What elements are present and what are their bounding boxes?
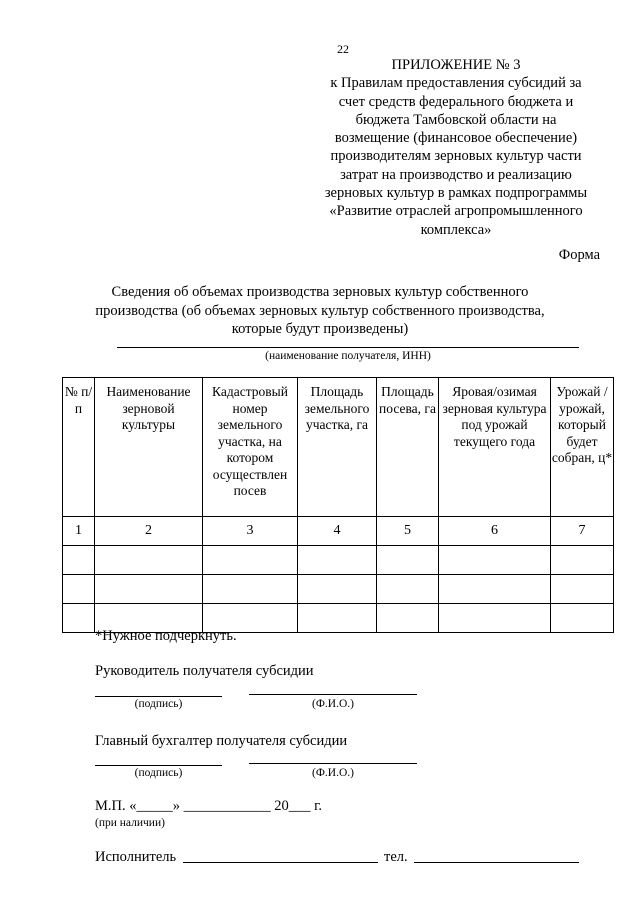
column-number: 3 [203,517,298,546]
table-cell[interactable] [377,546,439,575]
table-row [63,575,614,604]
head-sign-caption: (подпись) [134,698,183,710]
table-cell[interactable] [95,546,203,575]
appendix-line: возмещение (финансовое обеспечение) [334,130,578,147]
head-name-caption: (Ф.И.О.) [312,698,354,710]
table-cell[interactable] [439,575,551,604]
title-line: Сведения об объемах производства зерновых культур собственного [111,284,529,300]
appendix-title: ПРИЛОЖЕНИЕ № 3 [391,57,521,73]
table-header-row [63,378,614,517]
table-cell[interactable] [95,575,203,604]
header-sown-area: Площадь посева, га [377,378,439,517]
title-line: которые будут произведены) [231,321,409,337]
appendix-line: счет средств федерального бюджета и [338,93,574,110]
appendix-line: затрат на производство и реализацию [340,166,572,183]
footnote: *Нужное подчеркнуть. [95,628,237,644]
table-cell[interactable] [377,575,439,604]
head-signature-line[interactable] [95,696,222,697]
document-title [80,283,560,339]
appendix-line: производителям зерновых культур части [330,148,582,165]
page-number: 22 [337,42,349,56]
header-harvest: Урожай / урожай, который будет собран, ц* [551,378,614,517]
table-cell[interactable] [298,575,377,604]
table-cell[interactable] [551,546,614,575]
accountant-signature-line[interactable] [95,765,222,766]
executor-name-line[interactable] [183,862,378,863]
column-number: 2 [95,517,203,546]
header-crop-name: Наименование зерновой культуры [95,378,203,517]
column-number: 1 [63,517,95,546]
form-label: Форма [558,247,600,263]
header-crop-type: Яровая/озимая зерновая культура под урожай текущего года [439,378,551,517]
appendix-line: «Развитие отраслей агропромышленного [329,203,583,220]
column-number: 7 [551,517,614,546]
phone-label: тел. [384,849,408,865]
table-cell[interactable] [203,546,298,575]
accountant-signature-title: Главный бухгалтер получателя субсидии [95,733,348,749]
appendix-line: комплекса» [420,221,492,238]
accountant-sign-caption: (подпись) [134,767,183,779]
recipient-caption: (наименование получателя, ИНН) [265,350,431,362]
table-cell[interactable] [551,604,614,633]
table-cell[interactable] [439,546,551,575]
header-cadastral-number: Кадастровый номер земельного участка, на котором осуществлен посев [203,378,298,517]
column-number: 4 [298,517,377,546]
accountant-name-caption: (Ф.И.О.) [312,767,354,779]
column-number: 5 [377,517,439,546]
appendix-header [300,56,612,239]
column-number: 6 [439,517,551,546]
head-signature-title: Руководитель получателя субсидии [95,663,314,679]
table-number-row [63,517,614,546]
executor-label: Исполнитель [95,849,177,865]
table-cell[interactable] [203,575,298,604]
table-cell[interactable] [63,575,95,604]
stamp-date-line[interactable]: М.П. «_____» ____________ 20___ г. [95,798,323,814]
table-cell[interactable] [439,604,551,633]
table-cell[interactable] [63,604,95,633]
head-name-line[interactable] [249,694,417,695]
phone-line[interactable] [414,862,579,863]
appendix-line: зерновых культур в рамках подпрограммы [324,185,588,202]
crop-data-table [62,377,614,633]
table-cell[interactable] [551,575,614,604]
appendix-line: бюджета Тамбовской области на [355,111,557,128]
table-cell[interactable] [298,546,377,575]
table-cell[interactable] [298,604,377,633]
stamp-caption: (при наличии) [95,817,165,829]
accountant-name-line[interactable] [249,763,417,764]
table-row [63,546,614,575]
header-number: № п/п [63,378,95,517]
appendix-line: к Правилам предоставления субсидий за [330,75,582,92]
recipient-blank-line[interactable] [117,347,579,348]
title-line: производства (об объемах зерновых культур собственного производства, [95,302,545,319]
header-land-area: Площадь земельного участка, га [298,378,377,517]
table-cell[interactable] [377,604,439,633]
table-cell[interactable] [63,546,95,575]
